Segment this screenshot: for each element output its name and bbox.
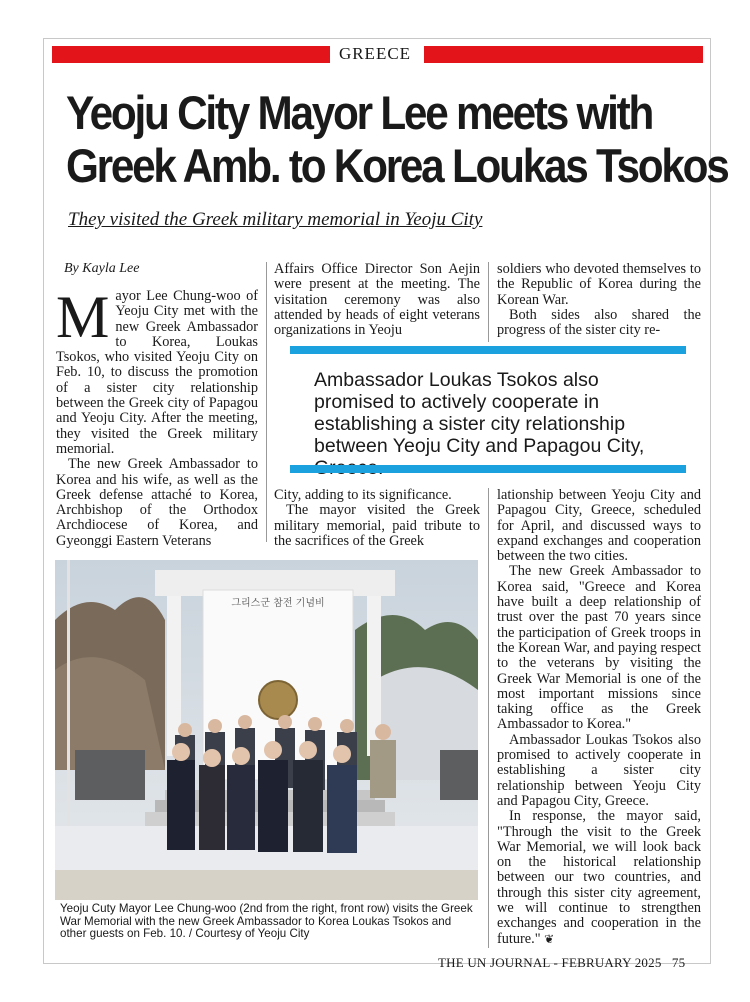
- paragraph: The mayor visited the Greek military memorial, paid tribute to the sacrifices of the Greek: [274, 502, 480, 549]
- column-3-top: [497, 262, 701, 338]
- paragraph: The new Greek Ambassador to Korea and his wife, as well as the Greek defense attaché to Korea, Archbishop of the Orthodox Archdiocese of Korea, and Gyeonggi Eastern Veterans: [56, 456, 258, 549]
- headline: [66, 86, 728, 192]
- publication-info: THE UN JOURNAL - FEBRUARY 2025: [438, 955, 662, 970]
- column-2-bottom: [274, 488, 480, 549]
- memorial-photo-illustration: [55, 560, 478, 900]
- drop-cap: M: [56, 284, 110, 350]
- column-1-body: [56, 284, 258, 549]
- headline-line-2: Greek Amb. to Korea Loukas Tsokos: [66, 139, 728, 192]
- column-2-top: [274, 262, 480, 338]
- memorial-photo: [55, 560, 478, 900]
- end-mark-icon: ❦: [544, 931, 555, 946]
- paragraph: City, adding to its significance.: [274, 487, 452, 503]
- paragraph: Affairs Office Director Son Aejin were present at the meeting. The visitation ceremony was also attended by heads of eight veterans organizations in Yeoju: [274, 261, 480, 339]
- paragraph: In response, the mayor said, "Through the visit to the Greek War Memorial, we will look back on the historical relationship between our two countries, and through this sister city agreement, we will continue to strengthen exchanges and cooperation in the future." ❦: [497, 808, 701, 947]
- memorial-plaque-text: 그리스군 참전 기념비: [231, 598, 325, 609]
- column-rule: [488, 488, 489, 948]
- pull-quote-bar-bottom: [290, 465, 686, 473]
- page-footer: [438, 955, 685, 971]
- paragraph: soldiers who devoted themselves to the Republic of Korea during the Korean War.: [497, 261, 701, 308]
- page-number: 75: [671, 955, 686, 970]
- paragraph: lationship between Yeoju City and Papagou City, Greece, scheduled for April, and discussed ways to expand exchanges and cooperation between the two cities.: [497, 487, 701, 565]
- column-rule: [266, 262, 267, 542]
- photo-caption: Yeoju Cuty Mayor Lee Chung-woo (2nd from the right, front row) visits the Greek War Memorial with the new Greek Ambassador to Korea Loukas Tsokos and other guests on Feb. 10. / Courtesy of Yeoju City: [60, 902, 473, 941]
- pull-quote-bar-top: [290, 346, 686, 354]
- section-label: GREECE: [0, 44, 750, 64]
- subheadline: They visited the Greek military memorial in Yeoju City: [68, 209, 483, 230]
- paragraph: Ambassador Loukas Tsokos also promised to actively cooperate in establishing a sister city relationship between Yeoju City and Papagou City, Greece.: [497, 731, 701, 809]
- paragraph: Both sides also shared the progress of the sister city re-: [497, 306, 701, 339]
- paragraph: The new Greek Ambassador to Korea said, "Greece and Korea have built a deep relationship of trust over the past 70 years since the participation of Greek troops in the Korean War, and paying respect to the veterans by visiting the Greek War Memorial is one of the most important missions since taking office as the Greek Ambassador to Korea.": [497, 563, 701, 733]
- headline-line-1: Yeoju City Mayor Lee meets with: [66, 86, 653, 139]
- byline: By Kayla Lee: [64, 261, 140, 276]
- column-rule: [488, 262, 489, 342]
- pull-quote: Ambassador Loukas Tsokos also promised to actively cooperate in establishing a sister city relationship between Yeoju City and Papagou City,: [314, 369, 645, 457]
- column-3-bottom: [497, 488, 701, 947]
- paragraph-lead: Mayor Lee Chung-woo of Yeoju City met with the new Greek Ambassador to Korea, Loukas Tsokos, who visited Yeoju City on Feb. 10, to discuss the promotion of a sister city relationship between the Greek city of Papagou and Yeoju City. After the meeting, they visited the Greek military memorial.: [56, 284, 258, 457]
